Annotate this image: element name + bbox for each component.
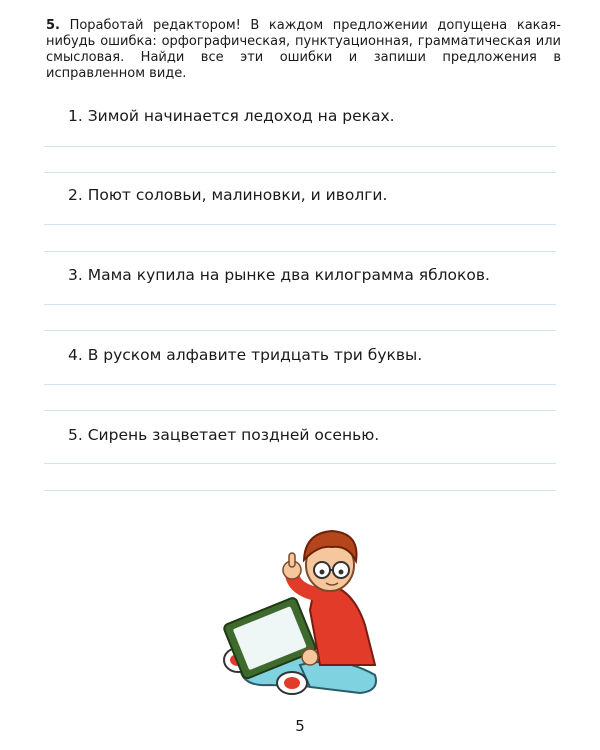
answer-line[interactable]: [44, 146, 556, 147]
answer-line[interactable]: [44, 463, 556, 464]
answer-line[interactable]: [44, 490, 556, 491]
sentence-3: 3. Мама купила на рынке два килограмма яблоков.: [68, 266, 490, 284]
answer-line[interactable]: [44, 251, 556, 252]
task-number: 5.: [46, 18, 60, 33]
answer-line[interactable]: [44, 224, 556, 225]
sentence-4: 4. В руском алфавите тридцать три буквы.: [68, 346, 423, 364]
page-number: 5: [295, 717, 305, 735]
task-instruction: [46, 18, 561, 82]
boy-with-tablet-illustration: [200, 515, 400, 709]
sentence-5: 5. Сирень зацветает поздней осенью.: [68, 426, 380, 444]
task-text: Поработай редактором! В каждом предложении допущена какая-нибудь ошибка: орфографическая, пунктуационная, грамматическая или смысловая. Найди все эти ошибки и запиши предложения в исправленном виде.: [46, 18, 561, 81]
sentence-1: 1. Зимой начинается ледоход на реках.: [68, 107, 395, 125]
answer-line[interactable]: [44, 304, 556, 305]
answer-line[interactable]: [44, 384, 556, 385]
sentence-2: 2. Поют соловьи, малиновки, и иволги.: [68, 186, 388, 204]
answer-line[interactable]: [44, 330, 556, 331]
answer-line[interactable]: [44, 172, 556, 173]
answer-line[interactable]: [44, 410, 556, 411]
